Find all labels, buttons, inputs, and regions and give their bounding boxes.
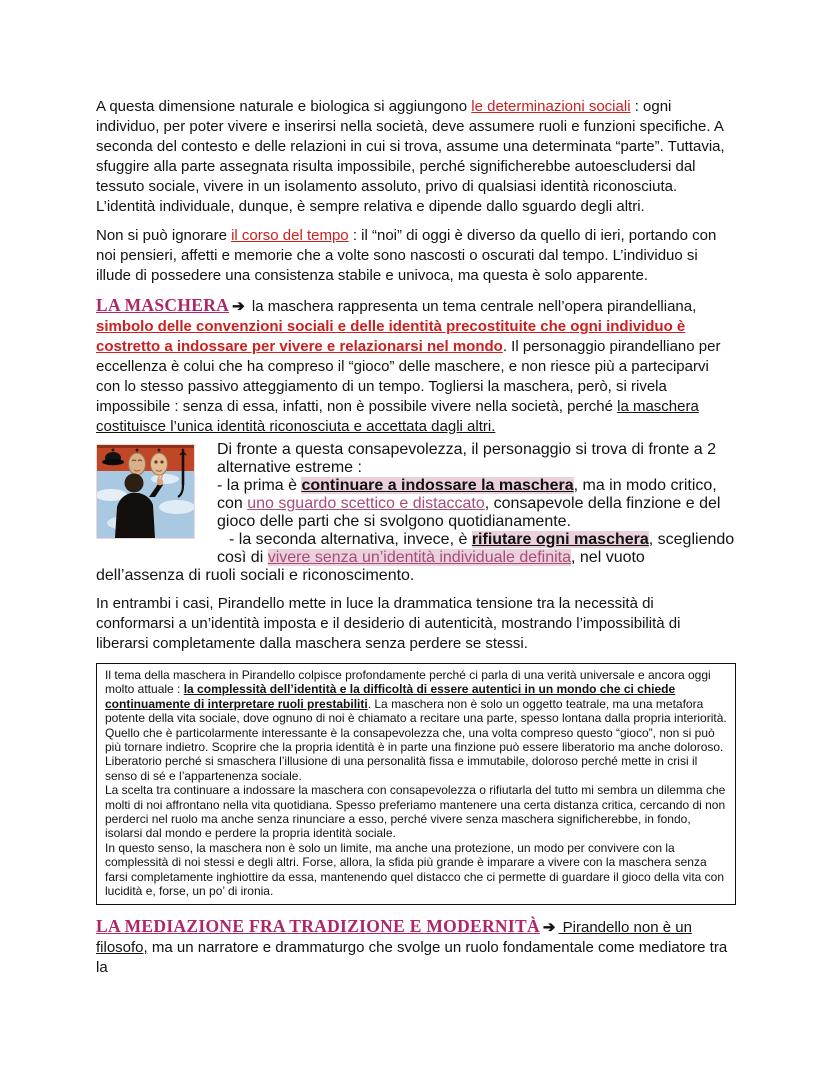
body-text: : il “noi” di oggi è diverso da quello di ieri, portando con noi pensieri, affetti e memorie che a volte sono nascosti o oscurati dal tempo. L’individuo si illude di possedere una consistenza stabile e univoca, ma questa è solo apparente. bbox=[96, 227, 717, 284]
underlined-phrase: la maschera costituisce l’unica identità riconosciuta e accettata dagli altri. bbox=[96, 398, 699, 435]
highlighted-bold-phrase: continuare a indossare la maschera bbox=[301, 477, 574, 494]
personal-comment-box bbox=[96, 663, 736, 905]
body-text: Di fronte a questa consapevolezza, il personaggio si trova di fronte a 2 alternative estreme : bbox=[217, 441, 716, 476]
magritte-man-and-masks-image bbox=[96, 444, 195, 539]
box-text: In questo senso, la maschera non è solo un limite, ma anche una protezione, un modo per convivere con la complessità di noi stessi e degli altri. Forse, allora, la sfida più grande è imparare a vivere con la maschera senza farsi completamente inghiottire da essa, mantenendo quel distacco che ci permette di guardare il gioco della vita con lucidità e, forse, un po’ di ironia. bbox=[105, 840, 725, 899]
box-text: La scelta tra continuare a indossare la maschera con consapevolezza o rifiutarla del tutto mi sembra un dilemma che molti di noi affrontano nella vita quotidiana. Spesso preferiamo mantenere una certa distanza critica, cercando di non perderci nel ruolo ma anche senza rinunciare a esso, perché vivere senza maschera significherebbe, in fondo, isolarsi dal mondo e perdere la propria identità sociale. bbox=[105, 783, 726, 841]
body-text: , nel vuoto dell’assenza di ruoli sociali e riconoscimento. bbox=[96, 549, 645, 584]
bold-underlined-phrase: la complessità dell’identità e la difficoltà di essere autentici in un mondo che ci chiede continuamente di interpretare ruoli prestabiliti bbox=[105, 682, 676, 711]
box-paragraph-2 bbox=[105, 783, 727, 841]
section-heading-la-maschera: LA MASCHERA bbox=[96, 295, 230, 315]
paragraph-social-determinations bbox=[96, 97, 736, 217]
paragraph-tension-conclusion bbox=[96, 594, 736, 654]
box-text: . La maschera non è solo un oggetto teatrale, ma una metafora potente della vita sociale, dove ognuno di noi è chiamato a recitare una parte, spesso lontana dalla propria interiorità. Quello che è particolarmente interessante è la consapevolezza che, una volta compreso questo “gioco”, non si può più tornare indietro. Scoprire che la propria identità è in parte una finzione può essere liberatorio ma anche doloroso. Liberatorio perché si smaschera l’illusione di una personalità fissa e immutabile, doloroso perché mette in crisi il senso di sé e l’appartenenza sociale. bbox=[105, 696, 727, 783]
paragraph-la-maschera bbox=[96, 295, 736, 437]
paragraph-two-alternatives bbox=[96, 441, 736, 585]
red-underlined-phrase: le determinazioni sociali bbox=[471, 98, 631, 115]
red-bold-underlined-phrase: simbolo delle convenzioni sociali e delle identità precostituite che ogni individuo è costretto a indossare per vivere e relazionarsi nel mondo bbox=[96, 318, 686, 355]
box-paragraph-3 bbox=[105, 841, 727, 899]
box-paragraph-1 bbox=[105, 668, 727, 783]
body-text: ma un narratore e drammaturgo che svolge un ruolo fondamentale come mediatore tra la bbox=[96, 938, 728, 976]
body-text: . Il personaggio pirandelliano per eccellenza è colui che ha compreso il “gioco” delle maschere, e non riesce più a parteciparvi con lo stesso passivo atteggiamento di un tempo. Togliersi la maschera, però, si rivela impossibile : senza di essa, infatti, non è possibile vivere nella società, perché bbox=[96, 338, 721, 415]
highlighted-bold-phrase: rifiutare ogni maschera bbox=[471, 531, 649, 548]
magenta-underlined-phrase: uno sguardo scettico e distaccato bbox=[247, 495, 485, 512]
body-text: - la seconda alternativa, invece, è bbox=[229, 531, 472, 548]
body-text: , ma in modo critico, con bbox=[217, 477, 717, 512]
underlined-phrase: Pirandello non è un filosofo, bbox=[96, 918, 692, 956]
arrow-icon: ➔ bbox=[232, 298, 245, 315]
arrow-icon: ➔ bbox=[542, 918, 556, 936]
paragraph-course-of-time bbox=[96, 226, 736, 286]
body-text: , consapevole della finzione e del gioco delle parti che si svolgono quotidianamente. bbox=[217, 495, 721, 530]
paragraph-la-mediazione bbox=[96, 916, 736, 978]
section-heading-la-mediazione: LA MEDIAZIONE FRA TRADIZIONE E MODERNITÀ bbox=[96, 915, 540, 936]
body-text: A questa dimensione naturale e biologica si aggiungono bbox=[96, 98, 472, 115]
box-text: Il tema della maschera in Pirandello colpisce profondamente perché ci parla di una verità universale e ancora oggi molto attuale : bbox=[105, 668, 711, 697]
body-text: In entrambi i casi, Pirandello mette in luce la drammatica tensione tra la necessità di conformarsi a un’identità imposta e il desiderio di autenticità, mostrando l’impossibilità di liberarsi completamente dalla maschera senza perdere se stessi. bbox=[96, 595, 681, 652]
body-text: Non si può ignorare bbox=[96, 227, 232, 244]
red-underlined-phrase: il corso del tempo bbox=[231, 227, 349, 244]
body-text: - la prima è bbox=[217, 477, 302, 494]
body-text: , scegliendo così di bbox=[217, 531, 735, 566]
body-text: : ogni individuo, per poter vivere e inserirsi nella società, deve assumere ruoli e funzioni specifiche. A seconda del contesto e delle relazioni in cui si trova, assume una determinata “parte”. Tuttavia, sfuggire alla parte assegnata risulta impossibile, perché significherebbe autoescludersi dal tessuto sociale, vivere in un isolamento assoluto, privo di qualsiasi identità riconosciuta. L’identità individuale, dunque, è sempre relativa e dipende dallo sguardo degli altri. bbox=[96, 98, 725, 215]
body-text: la maschera rappresenta un tema centrale nell’opera pirandelliana, bbox=[247, 298, 697, 315]
magenta-underlined-phrase: vivere senza un’identità individuale definita bbox=[267, 549, 571, 566]
magritte-painting-graphic bbox=[97, 445, 194, 538]
